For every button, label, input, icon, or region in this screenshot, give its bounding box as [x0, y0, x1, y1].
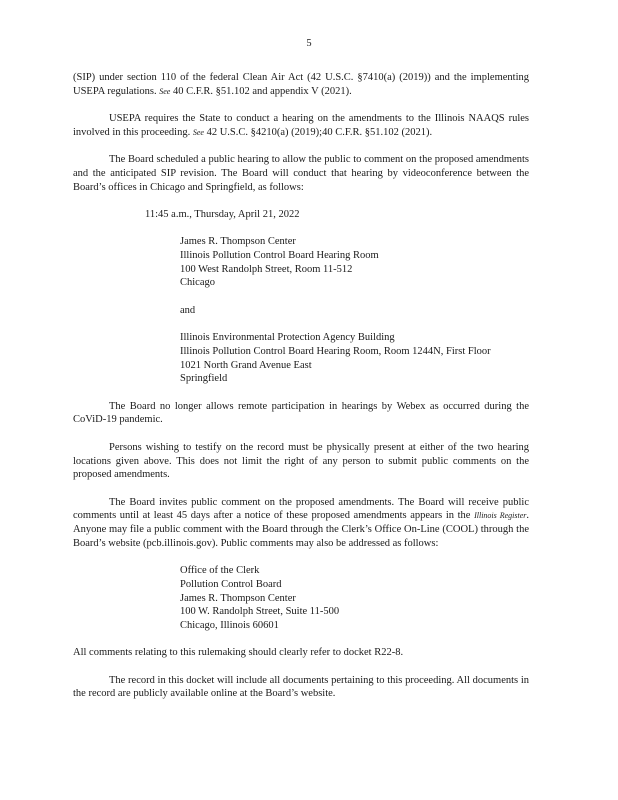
see-signal: See: [192, 127, 204, 137]
address-line: Illinois Pollution Control Board Hearing Room, Room 1244N, First Floor: [180, 345, 491, 357]
paragraph-record: The record in this docket will include all documents pertaining to this proceeding. All documents in the record are publicly available online at the Board’s website.: [73, 674, 529, 700]
usepa-text: USEPA requires the State to conduct a hearing on the amendments to the Illinois NAAQS rules involved in this proceeding.: [73, 113, 529, 138]
paragraph-remote-participation: The Board no longer allows remote participation in hearings by Webex as occurred during the CoViD-19 pandemic.: [73, 400, 529, 426]
sip-text: (SIP) under section 110 of the federal Clean Air Act (42 U.S.C. §7410(a) (2019)) and the implementing USEPA regulations.: [73, 72, 529, 97]
location-conjunction: and: [180, 304, 196, 316]
paragraph-hearing-schedule: The Board scheduled a public hearing to allow the public to comment on the proposed amendments and the anticipated SIP revision. The Board will conduct that hearing by videoconference between the Board’s offices in Chicago and Springfield, as follows:: [73, 154, 529, 193]
comment-text-cont: . Anyone may file a public comment with the Board through the Clerk’s Office On-Line (COOL) through the Board’s website (pcb.illinois.gov). Public comments may also be addressed as follows:: [73, 510, 530, 549]
paragraph-public-comment: [73, 496, 529, 551]
address-line: James R. Thompson Center: [180, 592, 296, 604]
usc-citation: 42 U.S.C. §4210(a) (2019);40 C.F.R. §51.102 (2021).: [206, 126, 433, 138]
address-line: Illinois Pollution Control Board Hearing Room: [180, 250, 379, 262]
page-number: 5: [306, 38, 312, 49]
see-signal: See: [159, 86, 171, 96]
hearing-location-chicago: [180, 235, 529, 290]
document-body: [73, 71, 529, 715]
address-line: Springfield: [180, 373, 228, 385]
address-line: Chicago: [180, 277, 215, 289]
address-line: Chicago, Illinois 60601: [180, 619, 279, 631]
address-line: Illinois Environmental Protection Agency Building: [180, 332, 395, 344]
paragraph-testimony: Persons wishing to testify on the record must be physically present at either of the two hearing locations given above. This does not limit the right of any person to submit public comments on the proposed amendments.: [73, 441, 529, 481]
address-line: 100 W. Randolph Street, Suite 11-500: [180, 606, 340, 618]
hearing-time: 11:45 a.m., Thursday, April 21, 2022: [145, 208, 300, 220]
paragraph-sip-requirements: [73, 71, 529, 98]
address-line: 1021 North Grand Avenue East: [180, 359, 312, 371]
address-line: Office of the Clerk: [180, 565, 260, 577]
address-line: James R. Thompson Center: [180, 236, 296, 248]
clerk-address: [180, 564, 529, 633]
hearing-location-springfield: [180, 331, 529, 386]
paragraph-docket-reference: All comments relating to this rulemaking should clearly refer to docket R22-8.: [73, 647, 404, 659]
cfr-citation: 40 C.F.R. §51.102 and appendix V (2021).: [172, 85, 352, 97]
address-line: Pollution Control Board: [180, 578, 282, 590]
comment-text: The Board invites public comment on the proposed amendments. The Board will receive public comments until at least 45 days after a notice of these proposed amendments appears in the: [73, 496, 529, 522]
address-line: 100 West Randolph Street, Room 11-512: [180, 263, 353, 275]
paragraph-usepa-hearing: [73, 112, 529, 139]
register-title: Illinois Register: [474, 511, 527, 521]
